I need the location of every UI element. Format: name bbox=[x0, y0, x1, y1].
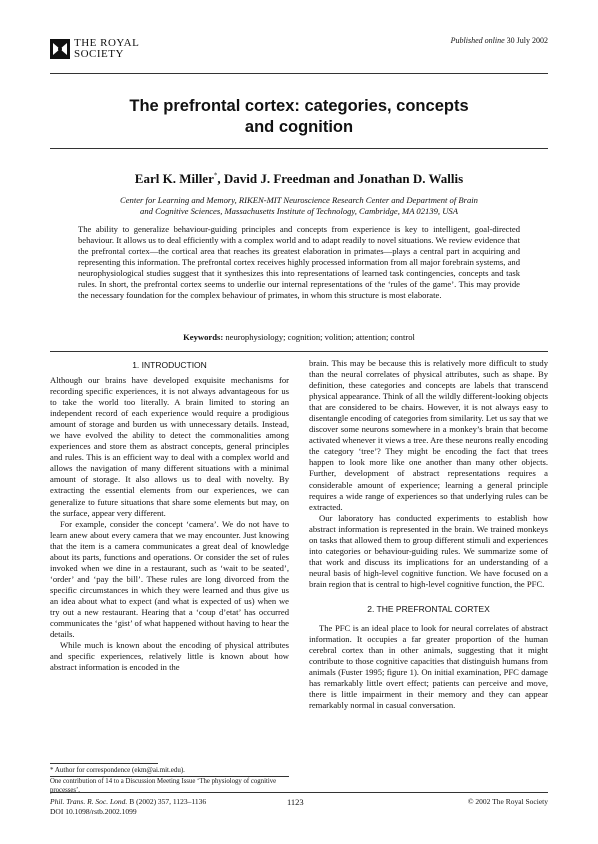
journal-volume: B (2002) 357, 1123–1136 bbox=[129, 797, 207, 806]
footnote-divider bbox=[50, 776, 289, 777]
section-2-heading: 2. THE PREFRONTAL CORTEX bbox=[367, 603, 490, 614]
abstract bbox=[78, 224, 520, 301]
top-rule bbox=[50, 73, 548, 74]
left-column bbox=[50, 375, 289, 673]
copyright: © 2002 The Royal Society bbox=[467, 797, 548, 806]
published-label: Published online bbox=[450, 36, 505, 45]
affiliation-line1: Center for Learning and Memory, RIKEN-MIT Neuroscience Research Center and Department of Brain bbox=[120, 195, 478, 205]
title-line2: and cognition bbox=[244, 118, 354, 136]
logo-line1: THE ROYAL bbox=[74, 37, 140, 49]
title-line1: The prefrontal cortex: categories, concepts bbox=[129, 97, 469, 115]
left-paragraph-2: For example, consider the concept ‘camera’. We do not have to learn anew about every camera that we may encounter. Just knowing that the item is a camera communicates a great deal of knowledge about its parts, functions and operations. Or consider the set of rules invoked when we dine in a restaurant, such as ‘wait to be seated’, ‘order’ and ‘pay the bill’. These rules are long divorced from the specific circumstances in which they were learned and thus give us an idea about what to expect (and what is expected of us) when we try out a new restaurant. Hearing that a ‘coup d’etat’ has occurred communicates the ‘gist’ of what happened without having to hear the details. bbox=[50, 518, 289, 640]
journal-citation bbox=[50, 797, 206, 817]
left-paragraph-3: While much is known about the encoding of physical attributes and specific experiences, relatively little is known about how abstract information is encoded in the bbox=[50, 640, 289, 673]
article-title bbox=[50, 96, 548, 138]
doi: DOI 10.1098/rstb.2002.1099 bbox=[50, 807, 137, 816]
keywords bbox=[50, 332, 548, 342]
journal-name: Phil. Trans. R. Soc. Lond. bbox=[50, 797, 128, 806]
abstract-rule bbox=[50, 351, 548, 352]
royal-society-emblem-icon bbox=[50, 39, 70, 59]
logo-line2: SOCIETY bbox=[74, 48, 124, 60]
section-1-heading: 1. INTRODUCTION bbox=[132, 360, 207, 370]
keywords-label: Keywords: bbox=[183, 332, 224, 342]
affiliation bbox=[70, 195, 528, 217]
footnote-contribution: One contribution of 14 to a Discussion Meeting Issue ‘The physiology of cognitive processes’. bbox=[50, 778, 277, 794]
affiliation-line2: and Cognitive Sciences, Massachusetts Institute of Technology, Cambridge, MA 02139, USA bbox=[140, 206, 458, 216]
right-paragraph-2: Our laboratory has conducted experiments to establish how abstract information is represented in the brain. We trained monkeys on tasks that allowed them to group different stimuli and experiences into categories or behaviour-guiding rules. We summarize some of that work and discuss its implications for an understanding of a neural basis of high-level cognitive function. We have focused on a brain region that is central to high-level cognitive function, the PFC. bbox=[309, 512, 548, 589]
author-others: , David J. Freedman and Jonathan D. Wallis bbox=[217, 171, 464, 186]
publication-date bbox=[451, 36, 548, 45]
published-date: 30 July 2002 bbox=[506, 36, 548, 45]
right-column bbox=[309, 358, 548, 711]
footnote-rule bbox=[50, 763, 158, 764]
authors bbox=[50, 171, 548, 187]
footnote-correspondence: * Author for correspondence (ekm@ai.mit.edu). bbox=[50, 766, 185, 774]
correspondence-mark: * bbox=[213, 171, 218, 180]
royal-society-logo bbox=[50, 38, 139, 60]
page-number: 1123 bbox=[287, 797, 304, 807]
keywords-list: neurophysiology; cognition; volition; attention; control bbox=[225, 332, 415, 342]
author-1: Earl K. Miller bbox=[134, 171, 214, 186]
right-paragraph-1: brain. This may be because this is relatively more difficult to study than the neural correlates of physical attributes, such as shape. By definition, these categories and concepts are labels that transcend physical appearance. Think of all the wildly different-looking objects that are considered to be chairs. However, it is not always easy to disentangle encoding of categories from similarity. Let us say that we discover some neurons somewhere in a monkey’s brain that become activated whenever it views a tree. Are these neurons really encoding the category ‘tree’? They might be encoding the fact that trees happen to look more like one another than many other objects. Further, development of abstract representations requires a considerable amount of experience; learning a general principle requires a wide range of experiences so that underlying rules can be extracted. bbox=[309, 358, 548, 512]
footer-rule bbox=[50, 792, 548, 793]
left-paragraph-1: Although our brains have developed exquisite mechanisms for recording specific experiences, it is not always advantageous for us to take the world too literally. A brain limited to storing an independent record of each experience would require a prodigious amount of storage and burden us with unnecessary details. Instead, we have evolved the ability to detect the commonalities among experiences and store them as abstract concepts, general principles and rules. This is an efficient way to deal with a complex world and allows the navigation of many different situations with a minimal amount of storage. It also allows us to deal with novelty. By extracting the essential elements from our experiences, we can generalize to future situations that share some elements but may, on the surface, appear very different. bbox=[50, 375, 289, 518]
abstract-text: The ability to generalize behaviour-guiding principles and concepts from experience is key to intelligent, goal-directed behaviour. It allows us to deal efficiently with a complex world and to adapt readily to novel situations. We review evidence that the prefrontal cortex—the cortical area that reaches its greatest elaboration in primates—plays a central part in acquiring and representing this information. The prefrontal cortex receives highly processed information from all major forebrain systems, and neurophysiological studies suggest that it synthesizes this into representations of learned task contingencies, concepts and task rules. In short, the prefrontal cortex seems to underlie our internal representations of the ‘rules of the game’. This may provide the necessary foundation for the complex behaviour of primates, in whom this structure is most elaborate. bbox=[78, 224, 520, 301]
right-paragraph-3: The PFC is an ideal place to look for neural correlates of abstract information. It occupies a far greater proportion of the human cerebral cortex than in other animals, suggesting that it might contribute to those cognitive capacities that distinguish humans from animals (Fuster 1995; figure 1). On initial examination, PFC damage has remarkably little overt effect; patients can perceive and move, there is little impairment in their memory and they can appear remarkably normal in casual conversation. bbox=[309, 623, 548, 711]
title-rule bbox=[50, 148, 548, 149]
